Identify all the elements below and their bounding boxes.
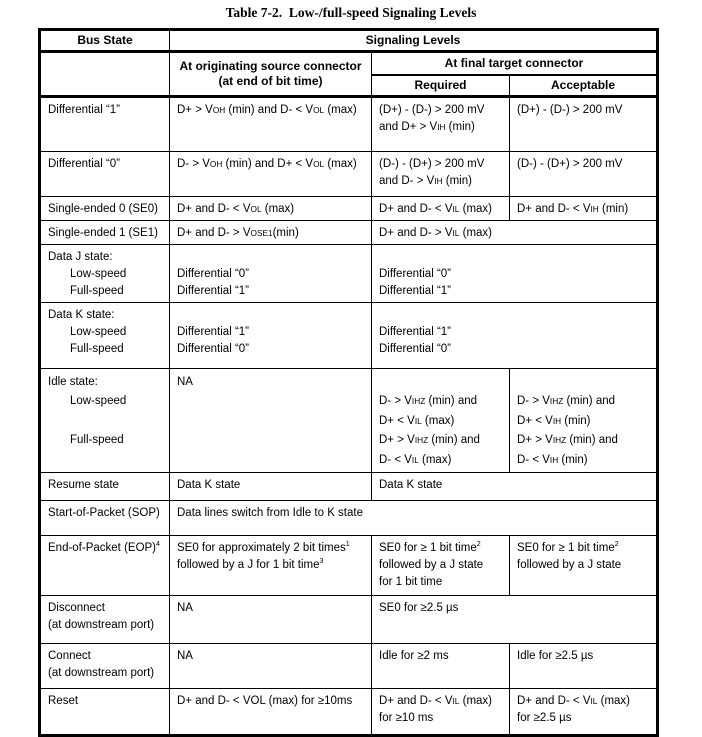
table-row xyxy=(40,368,658,473)
cell-line: Full-speed xyxy=(70,342,124,355)
header-acceptable: Acceptable xyxy=(510,75,658,97)
header-required: Required xyxy=(372,75,510,97)
cell-line: NA xyxy=(177,375,193,388)
cell-line xyxy=(379,307,652,324)
cell-line: Differential “0” xyxy=(48,157,121,170)
cell-target xyxy=(372,302,658,368)
header-final-target: At final target connector xyxy=(372,52,658,75)
cell-line: D- < VIH (min) xyxy=(517,453,588,466)
cell-state xyxy=(40,96,170,151)
cell-line: Full-speed xyxy=(70,434,124,446)
cell-line xyxy=(379,373,505,393)
table-row xyxy=(40,244,658,302)
cell-line: D+ and D- < VIL (max) xyxy=(379,202,493,215)
cell-line: Data K state xyxy=(177,479,241,491)
signaling-levels-table xyxy=(38,28,659,737)
cell-state xyxy=(40,368,170,473)
table-row xyxy=(40,196,658,220)
cell-line: Differential “0” xyxy=(177,267,250,280)
cell-line: Differential “1” xyxy=(177,284,250,297)
cell-state xyxy=(40,473,170,501)
cell-required xyxy=(372,196,510,220)
cell-state xyxy=(40,220,170,244)
cell-line: Single-ended 1 (SE1) xyxy=(48,226,158,239)
cell-line: and D+ > VIH (min) xyxy=(379,120,475,133)
cell-line: followed by a J state xyxy=(379,559,484,571)
cell-line xyxy=(517,373,652,393)
cell-line: Connect xyxy=(48,650,91,662)
cell-line: for ≥10 ms xyxy=(379,712,434,724)
cell-source xyxy=(170,596,372,644)
cell-required xyxy=(372,96,510,151)
cell-line: Differential “0” xyxy=(379,267,452,280)
cell-source xyxy=(170,151,372,196)
cell-line: Low-speed xyxy=(70,395,127,407)
cell-line: End-of-Packet (EOP)$^4$ xyxy=(48,540,160,554)
cell-line: NA xyxy=(177,602,193,614)
cell-line: D+ > VIHZ (min) and xyxy=(517,434,618,446)
cell-state xyxy=(40,244,170,302)
cell-line: Disconnect xyxy=(48,602,105,614)
cell-line xyxy=(177,307,367,324)
cell-required xyxy=(372,368,510,473)
table-row xyxy=(40,302,658,368)
table-row xyxy=(40,596,658,644)
cell-line: followed by a J for 1 bit time$^3$ xyxy=(177,557,324,571)
table-row xyxy=(40,220,658,244)
cell-state xyxy=(40,644,170,689)
cell-state xyxy=(40,196,170,220)
cell-full-span xyxy=(170,501,658,536)
cell-line: Start-of-Packet (SOP) xyxy=(48,507,160,519)
cell-line: Data lines switch from Idle to K state xyxy=(177,507,363,519)
cell-line: D- > VIHZ (min) and xyxy=(517,395,616,407)
cell-line: for 1 bit time xyxy=(379,576,443,588)
cell-line: Resume state xyxy=(48,479,119,491)
cell-line: D+ and D- < VIH (min) xyxy=(517,202,629,215)
cell-line: D+ and D- < VIL (max) xyxy=(379,695,493,707)
cell-source xyxy=(170,220,372,244)
cell-line: Idle state: xyxy=(48,375,98,388)
header-row-1 xyxy=(40,30,658,52)
cell-source xyxy=(170,536,372,596)
cell-required xyxy=(372,644,510,689)
cell-line: Reset xyxy=(48,695,79,707)
cell-line: Differential “1” xyxy=(379,284,452,297)
table-title: Table 7-2. Low-/full-speed Signaling Levels xyxy=(225,5,477,20)
cell-line: Idle for ≥2.5 µs xyxy=(517,650,594,662)
cell-line: Differential “0” xyxy=(177,342,250,355)
cell-line: D+ < VIH (min) xyxy=(517,414,591,427)
table-row xyxy=(40,96,658,151)
cell-line: SE0 for ≥ 1 bit time$^2$ xyxy=(379,540,481,554)
cell-acceptable xyxy=(510,536,658,596)
cell-required xyxy=(372,151,510,196)
table-row xyxy=(40,536,658,596)
cell-required xyxy=(372,536,510,596)
table-row xyxy=(40,689,658,736)
cell-line: (at downstream port) xyxy=(48,667,155,679)
cell-source xyxy=(170,196,372,220)
cell-line: D+ and D- < VOL (max) for ≥10ms xyxy=(177,695,353,707)
cell-line: SE0 for approximately 2 bit times$^1$ xyxy=(177,540,350,554)
cell-state xyxy=(40,689,170,736)
cell-line: D- < VIL (max) xyxy=(379,453,452,466)
cell-source xyxy=(170,689,372,736)
cell-line: SE0 for ≥2.5 µs xyxy=(379,602,459,614)
cell-line: Differential “1” xyxy=(177,325,250,338)
table-row xyxy=(40,151,658,196)
header-originating-source: At originating source connector (at end of bit time) xyxy=(170,52,372,97)
cell-line: Idle for ≥2 ms xyxy=(379,650,449,662)
cell-source xyxy=(170,644,372,689)
cell-source xyxy=(170,96,372,151)
cell-acceptable xyxy=(510,196,658,220)
cell-line xyxy=(379,249,652,266)
cell-line: D+ < VIL (max) xyxy=(379,414,455,427)
cell-target xyxy=(372,473,658,501)
cell-state xyxy=(40,151,170,196)
cell-line: Data K state xyxy=(379,479,443,491)
cell-acceptable xyxy=(510,689,658,736)
cell-acceptable xyxy=(510,96,658,151)
cell-acceptable xyxy=(510,368,658,473)
cell-line: (D+) - (D-) > 200 mV xyxy=(517,103,623,116)
cell-line: D+ > VIHZ (min) and xyxy=(379,434,480,446)
cell-state xyxy=(40,536,170,596)
cell-line: followed by a J state xyxy=(517,559,622,571)
cell-line: Single-ended 0 (SE0) xyxy=(48,202,158,215)
cell-acceptable xyxy=(510,151,658,196)
cell-line: Low-speed xyxy=(70,267,127,280)
cell-required xyxy=(372,689,510,736)
header-signaling-levels: Signaling Levels xyxy=(170,30,658,52)
cell-line: (D+) - (D-) > 200 mV xyxy=(379,103,485,116)
cell-line: Low-speed xyxy=(70,325,127,338)
cell-target xyxy=(372,244,658,302)
cell-line: Data K state: xyxy=(48,308,115,321)
cell-state xyxy=(40,302,170,368)
cell-line: NA xyxy=(177,650,193,662)
cell-source xyxy=(170,302,372,368)
table-row xyxy=(40,473,658,501)
cell-line: D+ and D- > VOSE1(min) xyxy=(177,226,299,239)
cell-target xyxy=(372,596,658,644)
cell-line: Full-speed xyxy=(70,284,124,297)
cell-target xyxy=(372,220,658,244)
cell-line: D- > VIHZ (min) and xyxy=(379,395,478,407)
cell-line xyxy=(177,249,367,266)
cell-line: Differential “1” xyxy=(48,103,121,116)
cell-line xyxy=(48,412,165,432)
cell-line: D+ and D- > VIL (max) xyxy=(379,226,493,239)
cell-source xyxy=(170,473,372,501)
cell-line: SE0 for ≥ 1 bit time$^2$ xyxy=(517,540,619,554)
table-row xyxy=(40,644,658,689)
header-empty-cell xyxy=(40,52,170,97)
header-row-2 xyxy=(40,52,658,75)
cell-line: (at downstream port) xyxy=(48,619,155,631)
cell-line: D+ and D- < VOL (max) xyxy=(177,202,295,215)
cell-state xyxy=(40,596,170,644)
cell-line: and D- > VIH (min) xyxy=(379,174,472,187)
cell-line: for ≥2.5 µs xyxy=(517,712,572,724)
cell-line: Data J state: xyxy=(48,250,113,263)
cell-line: D+ > VOH (min) and D- < VOL (max) xyxy=(177,103,357,116)
table-row xyxy=(40,501,658,536)
cell-acceptable xyxy=(510,644,658,689)
header-bus-state: Bus State xyxy=(40,30,170,52)
cell-line: D- > VOH (min) and D+ < VOL (max) xyxy=(177,157,357,170)
cell-line: Differential “0” xyxy=(379,342,452,355)
cell-line: (D-) - (D+) > 200 mV xyxy=(517,157,623,170)
cell-line: Differential “1” xyxy=(379,325,452,338)
cell-source xyxy=(170,368,372,473)
cell-source xyxy=(170,244,372,302)
cell-line: (D-) - (D+) > 200 mV xyxy=(379,157,485,170)
cell-line: D+ and D- < VIL (max) xyxy=(517,695,631,707)
cell-state xyxy=(40,501,170,536)
